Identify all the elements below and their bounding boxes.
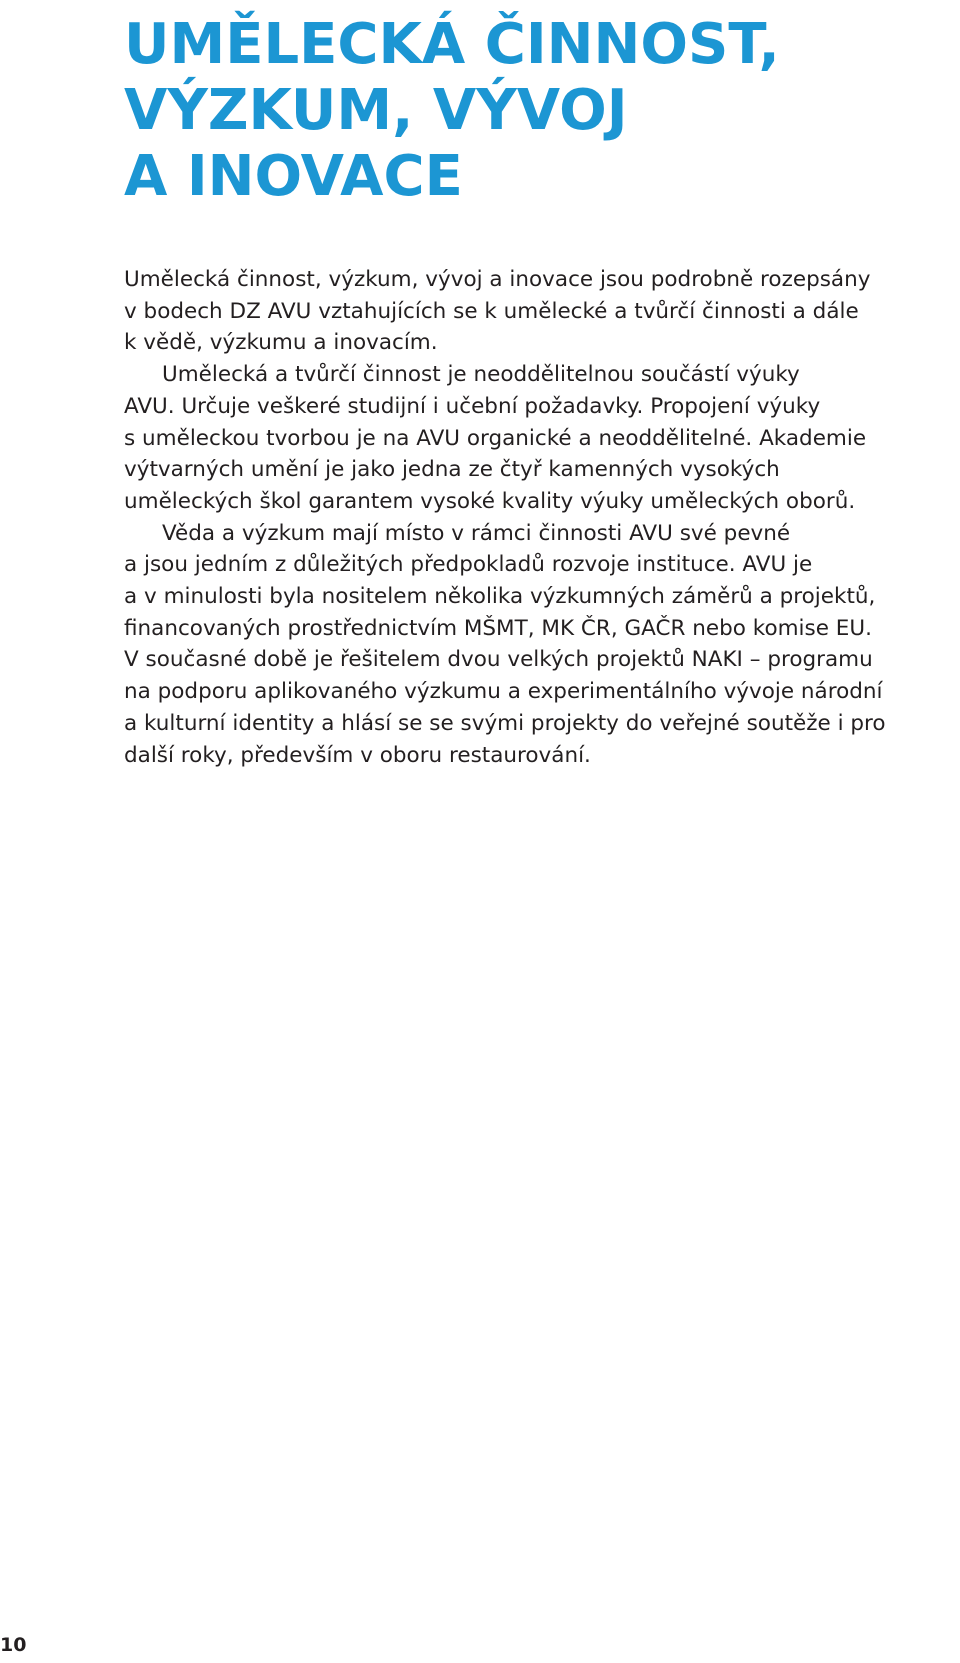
page-title: [124, 12, 780, 210]
title-line: UMĚLECKÁ ČINNOST,: [124, 12, 780, 77]
body-text: [124, 264, 954, 771]
text-line: a kulturní identity a hlásí se se svými projekty do veřejné soutěže i pro: [124, 710, 886, 736]
text-line: další roky, především v oboru restaurování.: [124, 742, 591, 768]
text-line: V současné době je řešitelem dvou velkých projektů NAKI – programu: [124, 647, 873, 673]
title-line: A INOVACE: [124, 144, 463, 209]
text-line: financovaných prostřednictvím MŠMT, MK ČR, GAČR nebo komise EU.: [124, 615, 872, 641]
page-number: 10: [0, 1634, 27, 1656]
paragraph-artistic-activity: [124, 359, 954, 518]
text-line: v bodech DZ AVU vztahujících se k umělecké a tvůrčí činnosti a dále: [124, 298, 859, 324]
paragraph-science-research: [124, 518, 954, 772]
title-line: VÝZKUM, VÝVOJ: [124, 78, 628, 143]
text-line: AVU. Určuje veškeré studijní i učební požadavky. Propojení výuky: [124, 393, 821, 419]
text-line: a jsou jedním z důležitých předpokladů rozvoje instituce. AVU je: [124, 552, 813, 578]
text-line: uměleckých škol garantem vysoké kvality výuky uměleckých oborů.: [124, 488, 856, 514]
text-line: na podporu aplikovaného výzkumu a experimentálního vývoje národní: [124, 679, 883, 705]
paragraph-intro: [124, 264, 954, 359]
text-line: k vědě, výzkumu a inovacím.: [124, 330, 438, 356]
text-line: a v minulosti byla nositelem několika výzkumných záměrů a projektů,: [124, 584, 876, 610]
text-line: Věda a výzkum mají místo v rámci činnosti AVU své pevné: [162, 520, 791, 546]
text-line: výtvarných umění je jako jedna ze čtyř kamenných vysokých: [124, 457, 780, 483]
text-line: Umělecká a tvůrčí činnost je neoddělitelnou součástí výuky: [162, 362, 800, 388]
text-line: Umělecká činnost, výzkum, vývoj a inovace jsou podrobně rozepsány: [124, 267, 871, 292]
text-line: s uměleckou tvorbou je na AVU organické a neoddělitelné. Akademie: [124, 425, 867, 451]
